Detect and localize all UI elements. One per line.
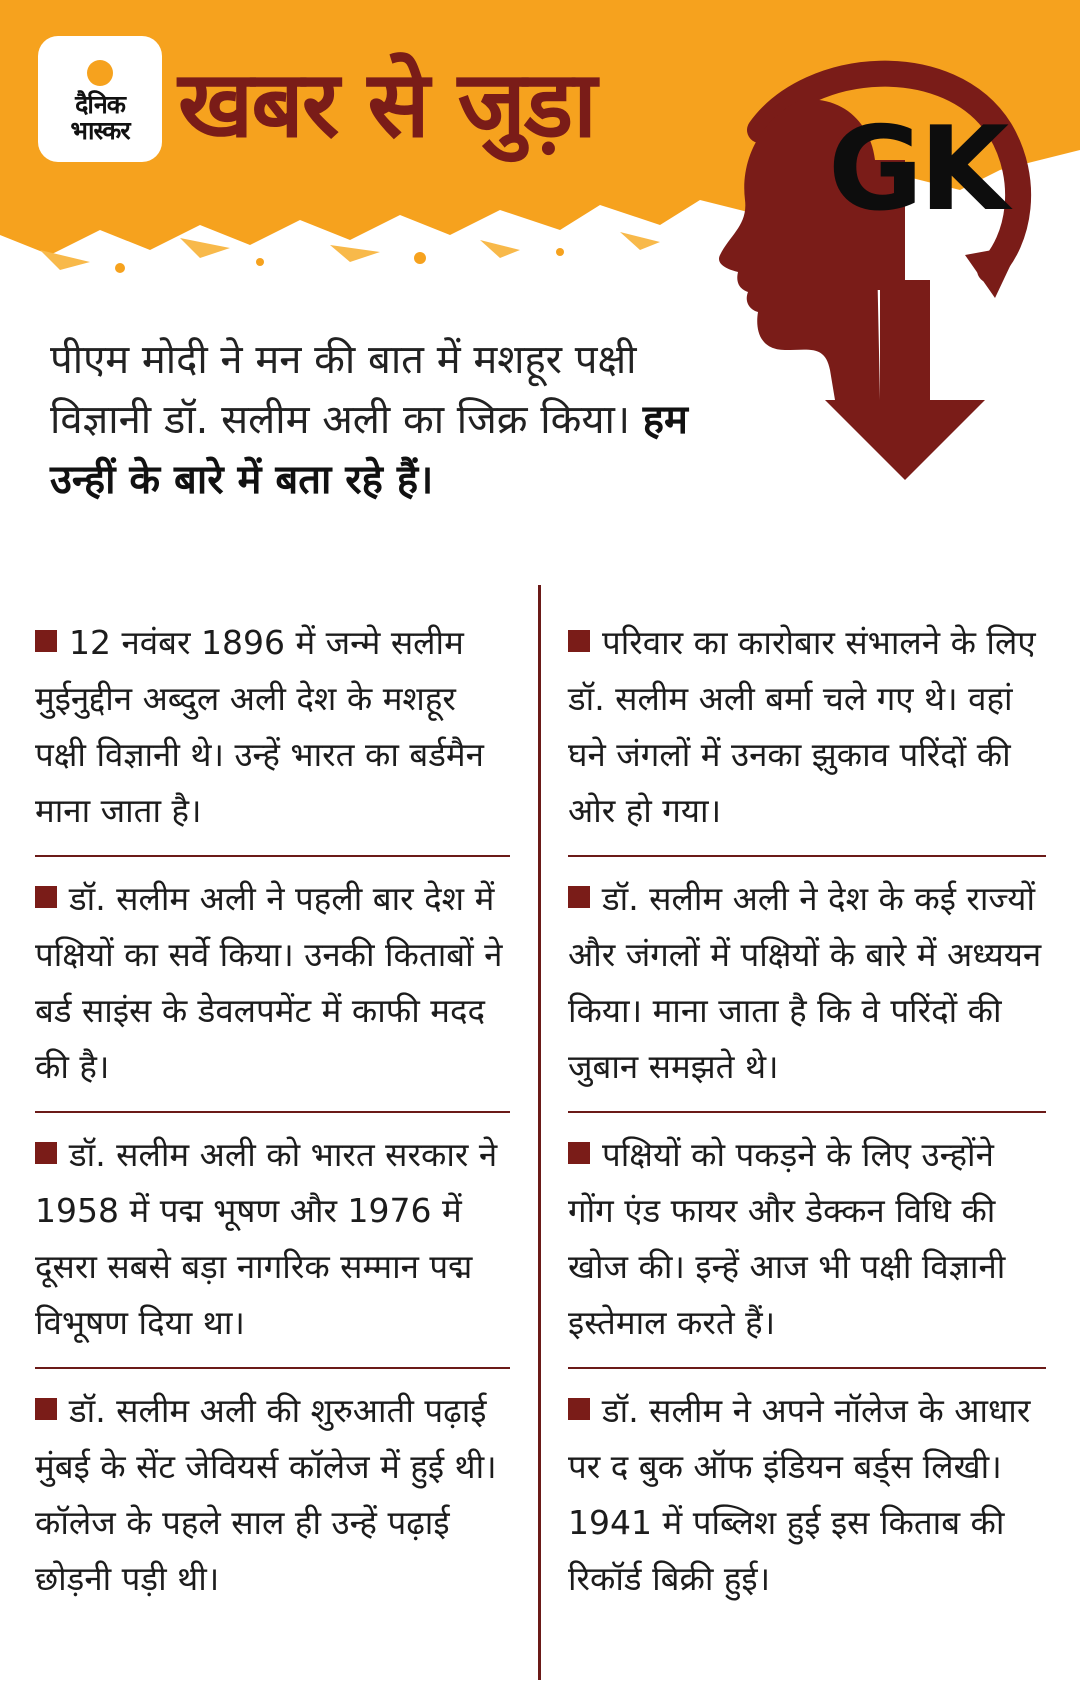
fact-item xyxy=(568,1383,1046,1613)
fact-text: डॉ. सलीम अली ने पहली बार देश में पक्षियों का सर्वे किया। उनकी किताबों ने बर्ड साइंस के डेवलपमेंट में काफी मदद की है। xyxy=(35,879,503,1086)
column-divider xyxy=(538,585,541,1680)
fact-item xyxy=(35,871,510,1101)
fact-separator xyxy=(35,855,510,857)
sun-icon xyxy=(87,60,113,86)
fact-text: डॉ. सलीम अली की शुरुआती पढ़ाई मुंबई के सेंट जेवियर्स कॉलेज में हुई थी। कॉलेज के पहले साल ही उन्हें पढ़ाई छोड़नी पड़ी थी। xyxy=(35,1391,497,1598)
fact-separator xyxy=(568,1111,1046,1113)
fact-separator xyxy=(568,1367,1046,1369)
intro-paragraph xyxy=(50,330,750,510)
fact-text: 12 नवंबर 1896 में जन्मे सलीम मुईनुद्दीन अब्दुल अली देश के मशहूर पक्षी विज्ञानी थे। उन्हें भारत का बर्डमैन माना जाता है। xyxy=(35,623,484,830)
fact-text: पक्षियों को पकड़ने के लिए उन्होंने गोंग एंड फायर और डेक्कन विधि की खोज की। इन्हें आज भी पक्षी विज्ञानी इस्तेमाल करते हैं। xyxy=(568,1135,1006,1342)
fact-item xyxy=(35,615,510,845)
fact-item xyxy=(568,1127,1046,1357)
fact-item xyxy=(568,871,1046,1101)
dainik-bhaskar-logo xyxy=(38,36,162,162)
logo-line-2: भास्कर xyxy=(70,116,130,145)
intro-emphasis: हम उन्हीं के बारे में बता रहे हैं। xyxy=(50,397,688,503)
fact-text: परिवार का कारोबार संभालने के लिए डॉ. सलीम अली बर्मा चले गए थे। वहां घने जंगलों में उनका झुकाव परिंदों की ओर हो गया। xyxy=(568,623,1036,830)
fact-text: डॉ. सलीम अली को भारत सरकार ने 1958 में पद्म भूषण और 1976 में दूसरा सबसे बड़ा नागरिक सम्मान पद्म विभूषण दिया था। xyxy=(35,1135,498,1342)
fact-text: डॉ. सलीम अली ने देश के कई राज्यों और जंगलों में पक्षियों के बारे में अध्ययन किया। माना जाता है कि वे परिंदों की जुबान समझते थे। xyxy=(568,879,1042,1086)
fact-text: डॉ. सलीम ने अपने नॉलेज के आधार पर द बुक ऑफ इंडियन बर्ड्स लिखी। 1941 में पब्लिश हुई इस किताब की रिकॉर्ड बिक्री हुई। xyxy=(568,1391,1031,1598)
square-bullet-icon xyxy=(35,1398,57,1420)
right-column xyxy=(568,615,1046,1613)
square-bullet-icon xyxy=(568,886,590,908)
fact-item xyxy=(35,1127,510,1357)
fact-separator xyxy=(35,1111,510,1113)
gk-badge: GK xyxy=(828,102,1006,237)
fact-separator xyxy=(35,1367,510,1369)
logo-line-1: दैनिक xyxy=(75,90,125,119)
square-bullet-icon xyxy=(568,630,590,652)
fact-separator xyxy=(568,855,1046,857)
intro-text: पीएम मोदी ने मन की बात में मशहूर पक्षी विज्ञानी डॉ. सलीम अली का जिक्र किया। xyxy=(50,337,637,443)
headline: खबर से जुड़ा xyxy=(178,51,595,158)
square-bullet-icon xyxy=(35,1142,57,1164)
left-column xyxy=(35,615,510,1613)
square-bullet-icon xyxy=(35,630,57,652)
square-bullet-icon xyxy=(568,1142,590,1164)
square-bullet-icon xyxy=(568,1398,590,1420)
square-bullet-icon xyxy=(35,886,57,908)
fact-item xyxy=(35,1383,510,1613)
fact-item xyxy=(568,615,1046,845)
